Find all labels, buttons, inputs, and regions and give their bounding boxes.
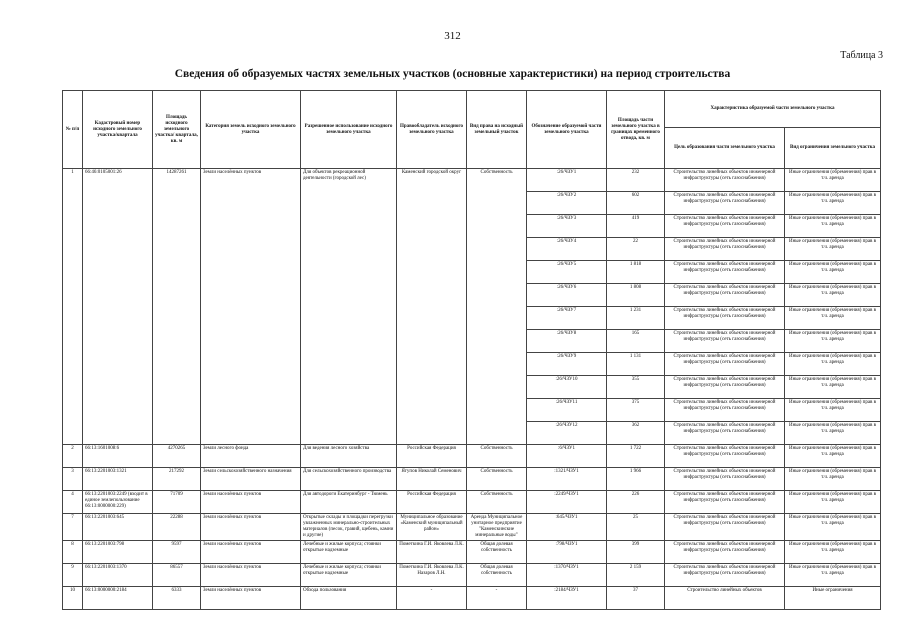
header-area: Площадь исходного земельного участка/ квартала, кв. м <box>153 91 201 169</box>
cell-category: Земли населённых пунктов <box>201 541 301 564</box>
cell-designation: :26/ЧЗУ3 <box>527 215 607 238</box>
cell-part-area: 1 966 <box>607 468 665 491</box>
cell-area: 14287261 <box>153 169 201 445</box>
cell-purpose: Строительство линейных объектов инженерной инфраструктуры (сеть газоснабжения) <box>665 399 785 422</box>
cell-restriction: Иные ограничения (обременения) прав в т.ч. аренда <box>785 261 881 284</box>
cell-designation: :645/ЧЗУ1 <box>527 514 607 541</box>
cell-purpose: Строительство линейных объектов инженерной инфраструктуры (сеть газоснабжения) <box>665 169 785 192</box>
table-label: Таблица 3 <box>840 50 883 61</box>
cell-purpose: Строительство линейных объектов инженерной инфраструктуры (сеть газоснабжения) <box>665 284 785 307</box>
cell-holder: Ягупов Николай Семенович <box>397 468 467 491</box>
cell-restriction: Иные ограничения (обременения) прав в т.ч. аренда <box>785 468 881 491</box>
cell-restriction: Иные ограничения (обременения) прав в т.ч. аренда <box>785 169 881 192</box>
cell-permitted-use: Для ведения лесного хозяйства <box>301 445 397 468</box>
parcel-parts-table <box>62 90 881 610</box>
cell-part-area: 1 131 <box>607 353 665 376</box>
cell-num: 7 <box>63 514 83 541</box>
cell-designation: :26/ЧЗУ10 <box>527 376 607 399</box>
cell-num: 8 <box>63 541 83 564</box>
cell-part-area: 419 <box>607 215 665 238</box>
cell-permitted-use: Обхода пользования <box>301 587 397 610</box>
cell-restriction: Иные ограничения (обременения) прав в т.ч. аренда <box>785 541 881 564</box>
table-row <box>63 468 881 491</box>
cell-cadastre: 66:13:2201003:1370 <box>83 564 153 587</box>
cell-purpose: Строительство линейных объектов инженерной инфраструктуры (сеть газоснабжения) <box>665 215 785 238</box>
cell-purpose: Строительство линейных объектов инженерной инфраструктуры (сеть газоснабжения) <box>665 261 785 284</box>
cell-part-area: 375 <box>607 399 665 422</box>
cell-cadastre: 66:13:1601008:6 <box>83 445 153 468</box>
cell-restriction: Иные ограничения (обременения) прав в т.ч. аренда <box>785 238 881 261</box>
cell-num: 2 <box>63 445 83 468</box>
cell-designation: :26/ЧЗУ5 <box>527 261 607 284</box>
cell-area: 217292 <box>153 468 201 491</box>
table-row <box>63 169 881 192</box>
cell-part-area: 165 <box>607 330 665 353</box>
cell-right: - <box>467 587 527 610</box>
header-restriction: Вид ограничения земельного участка <box>785 128 881 169</box>
table-row <box>63 445 881 468</box>
cell-part-area: 1 808 <box>607 284 665 307</box>
cell-designation: :2184/ЧЗУ1 <box>527 587 607 610</box>
cell-part-area: 355 <box>607 376 665 399</box>
cell-permitted-use: Лечебные и жилые корпуса; стоянки открытые надземные <box>301 541 397 564</box>
cell-restriction: Иные ограничения (обременения) прав в т.ч. аренда <box>785 215 881 238</box>
cell-designation: :1370/ЧЗУ1 <box>527 564 607 587</box>
cell-area: 86557 <box>153 564 201 587</box>
cell-holder: Муниципальное образование «Каменский муниципальный район» <box>397 514 467 541</box>
cell-num: 4 <box>63 491 83 514</box>
cell-restriction: Иные ограничения (обременения) прав в т.ч. аренда <box>785 353 881 376</box>
cell-right: Общая долевая собственность <box>467 564 527 587</box>
cell-purpose: Строительство линейных объектов инженерной инфраструктуры (сеть газоснабжения) <box>665 491 785 514</box>
table-row <box>63 587 881 610</box>
cell-purpose: Строительство линейных объектов инженерной инфраструктуры (сеть газоснабжения) <box>665 541 785 564</box>
header-characteristics: Характеристика образуемой части земельного участка <box>665 91 881 128</box>
cell-holder: Каменский городской округ <box>397 169 467 445</box>
table-body <box>63 169 881 610</box>
document-title: Сведения об образуемых частях земельных участков (основные характеристики) на период строительства <box>174 68 731 80</box>
cell-right: Собственность <box>467 468 527 491</box>
cell-purpose: Строительство линейных объектов инженерной инфраструктуры (сеть газоснабжения) <box>665 422 785 445</box>
cell-num: 1 <box>63 169 83 445</box>
cell-purpose: Строительство линейных объектов инженерной инфраструктуры (сеть газоснабжения) <box>665 514 785 541</box>
table-row <box>63 514 881 541</box>
cell-permitted-use: Лечебные и жилые корпуса; стоянки открытые надземные <box>301 564 397 587</box>
cell-restriction: Иные ограничения (обременения) прав в т.ч. аренда <box>785 491 881 514</box>
cell-purpose: Строительство линейных объектов инженерной инфраструктуры (сеть газоснабжения) <box>665 376 785 399</box>
cell-category: Земли населённых пунктов <box>201 169 301 445</box>
cell-part-area: 1 818 <box>607 261 665 284</box>
cell-right: Собственность <box>467 445 527 468</box>
cell-designation: :26/ЧЗУ9 <box>527 353 607 376</box>
cell-part-area: 232 <box>607 169 665 192</box>
cell-designation: :798/ЧЗУ1 <box>527 541 607 564</box>
cell-area: 6333 <box>153 587 201 610</box>
cell-restriction: Иные ограничения (обременения) прав в т.ч. аренда <box>785 192 881 215</box>
cell-part-area: 399 <box>607 541 665 564</box>
table-row <box>63 541 881 564</box>
cell-restriction: Иные ограничения (обременения) прав в т.ч. аренда <box>785 399 881 422</box>
cell-restriction: Иные ограничения <box>785 587 881 610</box>
cell-designation: :6/ЧЗУ1 <box>527 445 607 468</box>
cell-category: Земли сельскохозяйственного назначения <box>201 468 301 491</box>
cell-part-area: 37 <box>607 587 665 610</box>
cell-cadastre: 66:13:2201003:645 <box>83 514 153 541</box>
cell-category: Земли населённых пунктов <box>201 587 301 610</box>
cell-purpose: Строительство линейных объектов инженерной инфраструктуры (сеть газоснабжения) <box>665 307 785 330</box>
cell-permitted-use: Для объектов рекреационной деятельности (городской лес) <box>301 169 397 445</box>
cell-part-area: 22 <box>607 238 665 261</box>
table-row <box>63 564 881 587</box>
header-cadastre: Кадастровый номер исходного земельного участка/квартала <box>83 91 153 169</box>
cell-designation: :1321/ЧЗУ1 <box>527 468 607 491</box>
cell-holder: Российская Федерация <box>397 491 467 514</box>
cell-cadastre: 66:13:2201003:798 <box>83 541 153 564</box>
cell-designation: :26/ЧЗУ1 <box>527 169 607 192</box>
header-category: Категория земель исходного земельного участка <box>201 91 301 169</box>
cell-permitted-use: Для автодороги Екатеринбург - Тюмень <box>301 491 397 514</box>
cell-area: 9597 <box>153 541 201 564</box>
cell-num: 9 <box>63 564 83 587</box>
cell-holder: Российская Федерация <box>397 445 467 468</box>
cell-designation: :26/ЧЗУ12 <box>527 422 607 445</box>
header-num: № п/п <box>63 91 83 169</box>
cell-purpose: Строительство линейных объектов инженерной инфраструктуры (сеть газоснабжения) <box>665 564 785 587</box>
cell-designation: :26/ЧЗУ4 <box>527 238 607 261</box>
cell-area: 71709 <box>153 491 201 514</box>
cell-restriction: Иные ограничения (обременения) прав в т.ч. аренда <box>785 422 881 445</box>
cell-purpose: Строительство линейных объектов инженерной инфраструктуры (сеть газоснабжения) <box>665 238 785 261</box>
cell-purpose: Строительство линейных объектов инженерной инфраструктуры (сеть газоснабжения) <box>665 192 785 215</box>
cell-right: Собственность <box>467 491 527 514</box>
cell-permitted-use: Открытые склады и площадки перегрузки увлажненных минерально-строительных материалов (песок, гравий, щебень, камни и другие) <box>301 514 397 541</box>
cell-cadastre: 66:13:2201003:1321 <box>83 468 153 491</box>
cell-cadastre: 66:13:2201003:2249 (входит в единое землепользование 66:13:0000000:229) <box>83 491 153 514</box>
table-row <box>63 491 881 514</box>
cell-purpose: Строительство линейных объектов <box>665 587 785 610</box>
cell-area: 4270265 <box>153 445 201 468</box>
cell-cadastre: 66:46:0105001:26 <box>83 169 153 445</box>
cell-part-area: 1 231 <box>607 307 665 330</box>
cell-designation: :26/ЧЗУ8 <box>527 330 607 353</box>
cell-holder: Пометкина Г.И. Яковлева Л.К. <box>397 541 467 564</box>
cell-part-area: 2 159 <box>607 564 665 587</box>
cell-right: Собственность <box>467 169 527 445</box>
cell-right: Аренда Муниципальное унитарное предприятие "Каменскинские минеральные воды" <box>467 514 527 541</box>
cell-restriction: Иные ограничения (обременения) прав в т.ч. аренда <box>785 514 881 541</box>
header-holder: Правообладатель исходного земельного участка <box>397 91 467 169</box>
cell-part-area: 1 722 <box>607 445 665 468</box>
cell-designation: :26/ЧЗУ7 <box>527 307 607 330</box>
cell-category: Земли населённых пунктов <box>201 514 301 541</box>
cell-holder: Пометкина Г.И. Яковлева Л.К. Назаров Л.Н. <box>397 564 467 587</box>
cell-part-area: 25 <box>607 514 665 541</box>
header-part-area: Площадь части земельного участка в границах временного отвода, кв. м <box>607 91 665 169</box>
cell-purpose: Строительство линейных объектов инженерной инфраструктуры (сеть газоснабжения) <box>665 353 785 376</box>
cell-num: 3 <box>63 468 83 491</box>
cell-restriction: Иные ограничения (обременения) прав в т.ч. аренда <box>785 376 881 399</box>
header-designation: Обозначение образуемой части земельного участка <box>527 91 607 169</box>
cell-designation: :2249/ЧЗУ1 <box>527 491 607 514</box>
header-right: Вид права на исходный земельный участок <box>467 91 527 169</box>
cell-purpose: Строительство линейных объектов инженерной инфраструктуры (сеть газоснабжения) <box>665 468 785 491</box>
cell-restriction: Иные ограничения (обременения) прав в т.ч. аренда <box>785 330 881 353</box>
cell-part-area: 602 <box>607 192 665 215</box>
cell-category: Земли лесного фонда <box>201 445 301 468</box>
cell-designation: :26/ЧЗУ6 <box>527 284 607 307</box>
page-number: 312 <box>444 30 461 42</box>
header-permitted-use: Разрешенное использование исходного земельного участка <box>301 91 397 169</box>
cell-category: Земли населённых пунктов <box>201 491 301 514</box>
cell-designation: :26/ЧЗУ11 <box>527 399 607 422</box>
cell-purpose: Строительство линейных объектов инженерной инфраструктуры (сеть газоснабжения) <box>665 330 785 353</box>
header-purpose: Цель образования части земельного участка <box>665 128 785 169</box>
cell-designation: :26/ЧЗУ2 <box>527 192 607 215</box>
cell-restriction: Иные ограничения (обременения) прав в т.ч. аренда <box>785 564 881 587</box>
cell-holder: - <box>397 587 467 610</box>
cell-right: Общая долевая собственность <box>467 541 527 564</box>
cell-cadastre: 66:13:0000000:2184 <box>83 587 153 610</box>
cell-restriction: Иные ограничения (обременения) прав в т.ч. аренда <box>785 307 881 330</box>
cell-area: 22288 <box>153 514 201 541</box>
cell-category: Земли населённых пунктов <box>201 564 301 587</box>
cell-part-area: 226 <box>607 491 665 514</box>
cell-part-area: 362 <box>607 422 665 445</box>
cell-purpose: Строительство линейных объектов инженерной инфраструктуры (сеть газоснабжения) <box>665 445 785 468</box>
cell-restriction: Иные ограничения (обременения) прав в т.ч. аренда <box>785 284 881 307</box>
cell-permitted-use: Для сельскохозяйственного производства <box>301 468 397 491</box>
cell-restriction: Иные ограничения (обременения) прав в т.ч. аренда <box>785 445 881 468</box>
cell-num: 10 <box>63 587 83 610</box>
